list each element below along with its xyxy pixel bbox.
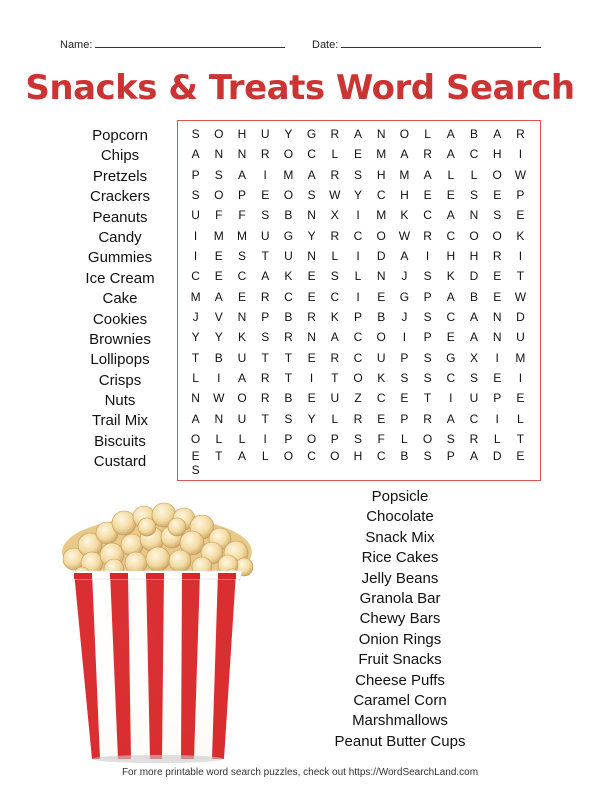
puzzle-grid[interactable]	[177, 120, 541, 481]
grid-cell[interactable]: T	[284, 350, 293, 365]
grid-cell[interactable]: L	[517, 411, 524, 426]
grid-cell[interactable]: W	[514, 167, 527, 182]
grid-cell[interactable]: D	[492, 449, 502, 463]
word-list-item: Rice Cakes	[361, 549, 439, 567]
word-list-item: Caramel Corn	[353, 691, 447, 709]
grid-cell[interactable]: H	[492, 147, 502, 162]
grid-cell[interactable]: F	[238, 208, 246, 223]
word-list-item: Onion Rings	[358, 630, 442, 648]
grid-cell[interactable]: Y	[307, 411, 316, 426]
grid-cell[interactable]: N	[214, 147, 224, 162]
word-list-item: Custard	[93, 453, 147, 471]
grid-cell[interactable]: A	[400, 249, 409, 264]
grid-cell[interactable]: I	[193, 249, 198, 264]
word-list-item: Crisps	[98, 371, 142, 389]
grid-cell[interactable]: K	[516, 228, 525, 243]
grid-cell[interactable]: M	[376, 208, 387, 223]
grid-cell[interactable]: L	[354, 269, 362, 284]
grid-cell[interactable]: L	[493, 431, 501, 446]
grid-cell[interactable]: C	[376, 188, 386, 203]
grid-cell[interactable]: J	[401, 309, 408, 324]
grid-cell[interactable]: M	[283, 167, 294, 182]
grid-cell[interactable]: S	[423, 350, 432, 365]
grid-cell[interactable]: O	[214, 188, 224, 203]
word-list-item: Pretzels	[92, 167, 148, 185]
grid-cell[interactable]: O	[190, 431, 201, 446]
grid-cell[interactable]: N	[376, 127, 386, 142]
grid-cell[interactable]: C	[376, 449, 386, 463]
grid-cell[interactable]: B	[469, 127, 478, 142]
grid-cell[interactable]: E	[516, 391, 525, 406]
grid-cell[interactable]: I	[495, 350, 499, 365]
grid-cell[interactable]: S	[469, 370, 478, 385]
grid-cell[interactable]: Z	[354, 391, 362, 406]
grid-cell[interactable]: S	[423, 370, 432, 385]
grid-cell[interactable]: C	[469, 147, 479, 162]
grid-cell[interactable]: A	[469, 309, 478, 324]
grid-cell[interactable]: K	[284, 269, 293, 284]
grid-cell[interactable]: F	[215, 208, 223, 223]
grid-cell[interactable]: S	[469, 188, 478, 203]
word-list-item: Snack Mix	[365, 528, 435, 546]
word-list-item: Cheese Puffs	[355, 671, 445, 689]
grid-cell[interactable]: M	[190, 289, 201, 304]
word-list-item: Cake	[102, 290, 138, 308]
grid-cell[interactable]: A	[446, 208, 455, 223]
grid-cell[interactable]: R	[284, 330, 293, 345]
grid-cell[interactable]: X	[330, 208, 339, 223]
word-list-item: Popcorn	[92, 127, 148, 144]
grid-cell[interactable]: U	[237, 350, 247, 365]
grid-cell[interactable]: O	[353, 370, 363, 385]
grid-cell[interactable]: T	[215, 449, 223, 463]
grid-cell[interactable]: Y	[191, 330, 200, 345]
grid-cell[interactable]: L	[424, 127, 431, 142]
grid-cell[interactable]: E	[516, 449, 525, 463]
grid-cell[interactable]: T	[261, 249, 269, 264]
grid-cell[interactable]: L	[238, 431, 246, 446]
grid-cell[interactable]: A	[191, 411, 200, 426]
grid-cell[interactable]: H	[469, 249, 479, 264]
grid-cell[interactable]: B	[284, 208, 293, 223]
grid-cell[interactable]: C	[353, 330, 363, 345]
grid-cell[interactable]: I	[495, 411, 499, 426]
grid-cell[interactable]: R	[260, 370, 270, 385]
grid-cell[interactable]: A	[446, 147, 455, 162]
grid-cell[interactable]: S	[261, 330, 270, 345]
grid-cell[interactable]: E	[377, 289, 386, 304]
grid-cell[interactable]: E	[214, 269, 223, 284]
grid-cell[interactable]: R	[353, 411, 363, 426]
grid-cell[interactable]: A	[330, 330, 339, 345]
grid-cell[interactable]: O	[492, 167, 502, 182]
grid-cell[interactable]: I	[518, 249, 523, 264]
word-list-item: Chocolate	[366, 508, 434, 526]
grid-cell[interactable]: O	[283, 449, 294, 463]
grid-cell[interactable]: T	[261, 350, 269, 365]
grid-cell[interactable]: H	[376, 167, 386, 182]
grid-cell[interactable]: E	[493, 370, 502, 385]
grid-cell[interactable]: R	[330, 350, 340, 365]
grid-cell[interactable]: E	[400, 391, 409, 406]
grid-cell[interactable]: P	[353, 309, 362, 324]
grid-cell[interactable]: R	[260, 289, 270, 304]
grid-cell[interactable]: A	[446, 411, 455, 426]
grid-cell[interactable]: N	[469, 208, 479, 223]
grid-cell[interactable]: L	[261, 449, 269, 463]
name-line[interactable]	[95, 38, 285, 48]
grid-cell[interactable]: R	[423, 411, 432, 426]
grid-cell[interactable]: W	[329, 188, 341, 203]
grid-cell[interactable]: I	[193, 228, 198, 243]
grid-cell[interactable]: B	[214, 350, 223, 365]
grid-cell[interactable]: E	[261, 188, 270, 203]
grid-cell[interactable]: S	[307, 188, 316, 203]
grid-cell[interactable]: A	[469, 330, 478, 345]
word-list-item: Chewy Bars	[359, 610, 441, 628]
grid-cell[interactable]: H	[237, 127, 247, 142]
grid-cell[interactable]: T	[516, 431, 525, 446]
grid-cell[interactable]: I	[402, 330, 407, 345]
grid-cell[interactable]: C	[353, 228, 363, 243]
word-list-item: Gummies	[87, 249, 153, 267]
grid-cell[interactable]: S	[353, 431, 362, 446]
grid-cell[interactable]: T	[284, 370, 293, 385]
grid-cell[interactable]: J	[401, 269, 408, 284]
grid-cell[interactable]: E	[307, 350, 316, 365]
grid-cell[interactable]: B	[377, 309, 386, 324]
grid-cell[interactable]: O	[469, 228, 479, 243]
word-list-item: Chips	[100, 147, 140, 165]
grid-cell[interactable]: Y	[353, 188, 362, 203]
grid-cell[interactable]: L	[215, 431, 223, 446]
grid-cell[interactable]: S	[191, 127, 200, 142]
grid-cell[interactable]: P	[237, 188, 246, 203]
grid-cell[interactable]: E	[493, 289, 502, 304]
grid-cell[interactable]: R	[260, 391, 270, 406]
grid-cell[interactable]: K	[237, 330, 246, 345]
grid-cell[interactable]: N	[214, 411, 224, 426]
grid-cell[interactable]: A	[237, 370, 246, 385]
grid-cell[interactable]: O	[422, 431, 433, 446]
grid-cell[interactable]: B	[400, 449, 409, 463]
grid-cell[interactable]: N	[237, 309, 247, 324]
grid-cell[interactable]: A	[423, 167, 432, 182]
grid-cell[interactable]: D	[469, 269, 479, 284]
word-list-item: Fruit Snacks	[358, 651, 442, 669]
grid-cell[interactable]: E	[446, 188, 455, 203]
grid-cell[interactable]: C	[423, 208, 432, 223]
grid-cell[interactable]: C	[446, 370, 456, 385]
grid-cell[interactable]: U	[330, 391, 340, 406]
grid-cell[interactable]: C	[446, 228, 456, 243]
grid-cell[interactable]: O	[492, 228, 502, 243]
grid-cell[interactable]: O	[376, 228, 386, 243]
grid-cell[interactable]: R	[330, 127, 340, 142]
grid-cell[interactable]: A	[446, 289, 455, 304]
grid-cell[interactable]: G	[399, 289, 410, 304]
grid-cell[interactable]: E	[353, 147, 362, 162]
grid-cell[interactable]: O	[376, 330, 386, 345]
grid-cell[interactable]: O	[283, 188, 294, 203]
grid-cell[interactable]: P	[261, 309, 270, 324]
grid-cell[interactable]: N	[237, 147, 247, 162]
grid-cell[interactable]: N	[376, 269, 386, 284]
grid-cell[interactable]: U	[516, 330, 525, 345]
grid-cell[interactable]: X	[469, 350, 478, 365]
grid-cell[interactable]: O	[306, 431, 317, 446]
grid-cell[interactable]: L	[470, 167, 478, 182]
word-list-item: Jelly Beans	[361, 569, 439, 587]
grid-cell[interactable]: R	[423, 228, 432, 243]
grid-cell[interactable]: S	[493, 208, 502, 223]
word-list-item: Brownies	[89, 330, 151, 348]
grid-cell[interactable]: N	[492, 330, 502, 345]
grid-cell[interactable]: D	[376, 249, 386, 264]
popcorn-bucket-icon	[52, 497, 262, 767]
grid-cell[interactable]: I	[263, 431, 267, 446]
grid-cell[interactable]: B	[284, 391, 293, 406]
grid-cell[interactable]: I	[217, 370, 221, 385]
grid-cell[interactable]: L	[331, 249, 339, 264]
grid-cell[interactable]: E	[446, 330, 455, 345]
grid-cell[interactable]: O	[330, 449, 340, 463]
grid-cell[interactable]: R	[516, 127, 525, 142]
grid-cell[interactable]: P	[400, 411, 409, 426]
grid-cell[interactable]: L	[331, 411, 339, 426]
grid-cell[interactable]: L	[331, 147, 339, 162]
grid-cell[interactable]: U	[284, 249, 293, 264]
word-list-item: Ice Cream	[85, 269, 155, 287]
word-list-left	[70, 126, 170, 473]
grid-cell[interactable]: T	[423, 391, 432, 406]
grid-cell[interactable]: G	[283, 228, 294, 243]
grid-cell[interactable]: S	[400, 370, 409, 385]
date-field[interactable]	[312, 38, 541, 51]
grid-cell[interactable]: T	[331, 370, 339, 385]
name-field[interactable]	[60, 38, 285, 51]
grid-cell[interactable]: C	[469, 411, 479, 426]
grid-cell[interactable]: U	[260, 228, 270, 243]
grid-cell[interactable]: P	[191, 167, 200, 182]
grid-cell[interactable]: E	[307, 269, 316, 284]
grid-cell[interactable]: D	[516, 309, 525, 324]
grid-cell[interactable]: K	[446, 269, 455, 284]
grid-cell[interactable]: A	[307, 167, 316, 182]
grid-cell[interactable]: S	[237, 249, 246, 264]
grid-cell[interactable]: O	[214, 127, 224, 142]
grid-cell[interactable]: I	[518, 147, 523, 162]
grid-cell[interactable]: C	[237, 269, 247, 284]
word-list-item: Peanut Butter Cups	[334, 732, 466, 750]
grid-cell[interactable]: I	[356, 249, 360, 264]
grid-cell[interactable]: T	[191, 350, 200, 365]
grid-cell[interactable]: H	[446, 249, 456, 264]
grid-cell[interactable]: P	[516, 188, 525, 203]
grid-cell[interactable]: B	[469, 289, 478, 304]
grid-cell[interactable]: T	[261, 411, 269, 426]
grid-cell[interactable]: K	[377, 370, 386, 385]
word-list-item: Crackers	[89, 188, 150, 206]
grid-cell[interactable]: J	[192, 309, 199, 324]
grid-cell[interactable]: N	[191, 391, 200, 406]
grid-cell[interactable]: T	[516, 269, 525, 284]
grid-cell[interactable]: W	[398, 228, 411, 243]
grid-cell[interactable]: R	[330, 228, 340, 243]
grid-cell[interactable]: R	[423, 147, 432, 162]
grid-cell[interactable]: R	[330, 167, 340, 182]
bucket-body	[52, 567, 262, 767]
word-list-item: Marshmallows	[352, 712, 448, 730]
word-list-item: Trail Mix	[91, 412, 149, 430]
grid-cell[interactable]: E	[307, 391, 316, 406]
word-list-item: Biscuits	[94, 432, 146, 450]
grid-cell[interactable]: U	[469, 391, 479, 406]
grid-cell[interactable]: L	[192, 370, 199, 385]
grid-cell[interactable]: E	[237, 289, 246, 304]
grid-cell[interactable]: P	[284, 431, 293, 446]
grid-cell[interactable]: P	[493, 391, 502, 406]
name-label: Name:	[60, 39, 93, 51]
grid-cell[interactable]: O	[399, 127, 410, 142]
grid-cell[interactable]: P	[423, 289, 432, 304]
grid-cell[interactable]: M	[399, 167, 410, 182]
grid-cell[interactable]: A	[261, 269, 270, 284]
word-list-item: Popsicle	[371, 488, 429, 505]
grid-cell[interactable]: C	[191, 269, 200, 284]
grid-cell[interactable]: Y	[214, 330, 223, 345]
grid-cell[interactable]: C	[353, 350, 363, 365]
grid-cell[interactable]: L	[447, 167, 455, 182]
grid-cell[interactable]: A	[400, 147, 409, 162]
grid-cell[interactable]: A	[353, 127, 362, 142]
grid-cell[interactable]: M	[515, 350, 526, 365]
grid-cell[interactable]: C	[376, 391, 386, 406]
grid-cell[interactable]: V	[214, 309, 223, 324]
grid-cell[interactable]: S	[353, 167, 362, 182]
grid-cell[interactable]: S	[423, 449, 432, 463]
grid-cell[interactable]: E	[191, 449, 200, 463]
grid-cell[interactable]: I	[449, 391, 453, 406]
grid-cell[interactable]: P	[400, 350, 409, 365]
grid-cell[interactable]: F	[377, 431, 385, 446]
grid-cell[interactable]: C	[446, 309, 456, 324]
grid-cell[interactable]: E	[516, 208, 525, 223]
word-list-item: Lollipops	[90, 351, 150, 369]
grid-cell[interactable]: W	[213, 391, 225, 406]
grid-cell[interactable]: R	[492, 249, 502, 264]
grid-cell[interactable]: S	[261, 208, 270, 223]
footer-text: For more printable word search puzzles, check out https://WordSearchLand.com	[121, 767, 479, 778]
grid-cell[interactable]: W	[514, 289, 527, 304]
grid-cell[interactable]: G	[306, 127, 317, 142]
grid-cell[interactable]: A	[237, 449, 246, 463]
grid-cell[interactable]: O	[283, 147, 294, 162]
grid-cell[interactable]: Y	[284, 127, 293, 142]
grid-cell[interactable]: P	[446, 449, 455, 463]
grid-cell[interactable]: U	[376, 350, 386, 365]
grid-cell[interactable]: C	[307, 147, 316, 162]
word-list-item: Cookies	[92, 310, 148, 328]
grid-cell[interactable]: M	[213, 228, 224, 243]
grid-cell[interactable]: A	[446, 127, 455, 142]
grid-cell[interactable]: O	[237, 391, 247, 406]
grid-cell[interactable]: S	[214, 167, 223, 182]
grid-cell[interactable]: A	[469, 449, 478, 463]
grid-cell[interactable]: E	[493, 269, 502, 284]
grid-cell[interactable]: C	[284, 289, 293, 304]
grid-cell[interactable]: U	[237, 411, 247, 426]
grid-cell[interactable]: I	[356, 289, 360, 304]
grid-cell[interactable]: R	[469, 431, 479, 446]
grid-cell[interactable]: S	[423, 309, 432, 324]
grid-cell[interactable]: A	[191, 147, 200, 162]
grid-cell[interactable]: Y	[307, 228, 316, 243]
grid-cell[interactable]: I	[425, 249, 430, 264]
grid-cell[interactable]: N	[492, 309, 502, 324]
grid-cell[interactable]: N	[307, 330, 316, 345]
grid-cell[interactable]: S	[446, 431, 455, 446]
grid-cell[interactable]: S	[284, 411, 293, 426]
grid-cell[interactable]: S	[191, 463, 200, 477]
grid-cell[interactable]: E	[423, 188, 432, 203]
grid-cell[interactable]: S	[191, 188, 200, 203]
grid-cell[interactable]: A	[214, 289, 223, 304]
grid-cell[interactable]: E	[214, 249, 223, 264]
grid-cell[interactable]: K	[330, 309, 339, 324]
grid-cell[interactable]: C	[330, 289, 340, 304]
grid-cell[interactable]: H	[353, 449, 363, 463]
grid-cell[interactable]: C	[307, 449, 316, 463]
word-list-item: Nuts	[104, 392, 136, 410]
grid-cell[interactable]: S	[330, 269, 339, 284]
word-list-item: Candy	[98, 228, 142, 246]
grid-cell[interactable]: N	[307, 249, 316, 264]
grid-cell[interactable]: N	[307, 208, 316, 223]
date-line[interactable]	[341, 38, 541, 48]
grid-cell[interactable]: A	[493, 127, 502, 142]
word-list-item: Peanuts	[92, 208, 148, 226]
grid-cell[interactable]: S	[423, 269, 432, 284]
grid-cell[interactable]: E	[377, 411, 386, 426]
grid-cell[interactable]: L	[401, 431, 408, 446]
grid-cell[interactable]: I	[309, 370, 314, 385]
grid-cell[interactable]: K	[400, 208, 409, 223]
grid-cell[interactable]: I	[263, 167, 267, 182]
word-list-bottom	[310, 487, 490, 752]
grid-cell[interactable]: E	[493, 188, 502, 203]
grid-cell[interactable]: B	[284, 309, 293, 324]
grid-cell[interactable]: H	[400, 188, 409, 203]
grid-cell[interactable]: M	[236, 228, 247, 243]
grid-cell[interactable]: R	[260, 147, 270, 162]
page-title: Snacks & Treats Word Search	[25, 68, 575, 108]
grid-cell[interactable]: U	[191, 208, 200, 223]
word-list-item: Granola Bar	[359, 589, 441, 607]
grid-cell[interactable]: G	[446, 350, 456, 365]
grid-cell[interactable]: M	[376, 147, 387, 162]
grid-cell[interactable]: U	[260, 127, 270, 142]
grid-cell[interactable]: A	[237, 167, 246, 182]
grid-cell[interactable]: I	[518, 370, 523, 385]
grid-cell[interactable]: I	[356, 208, 360, 223]
grid-cell[interactable]: P	[330, 431, 339, 446]
grid-cell[interactable]: P	[423, 330, 432, 345]
grid-cell[interactable]: R	[307, 309, 316, 324]
grid-cell[interactable]: E	[307, 289, 316, 304]
date-label: Date:	[312, 39, 339, 51]
